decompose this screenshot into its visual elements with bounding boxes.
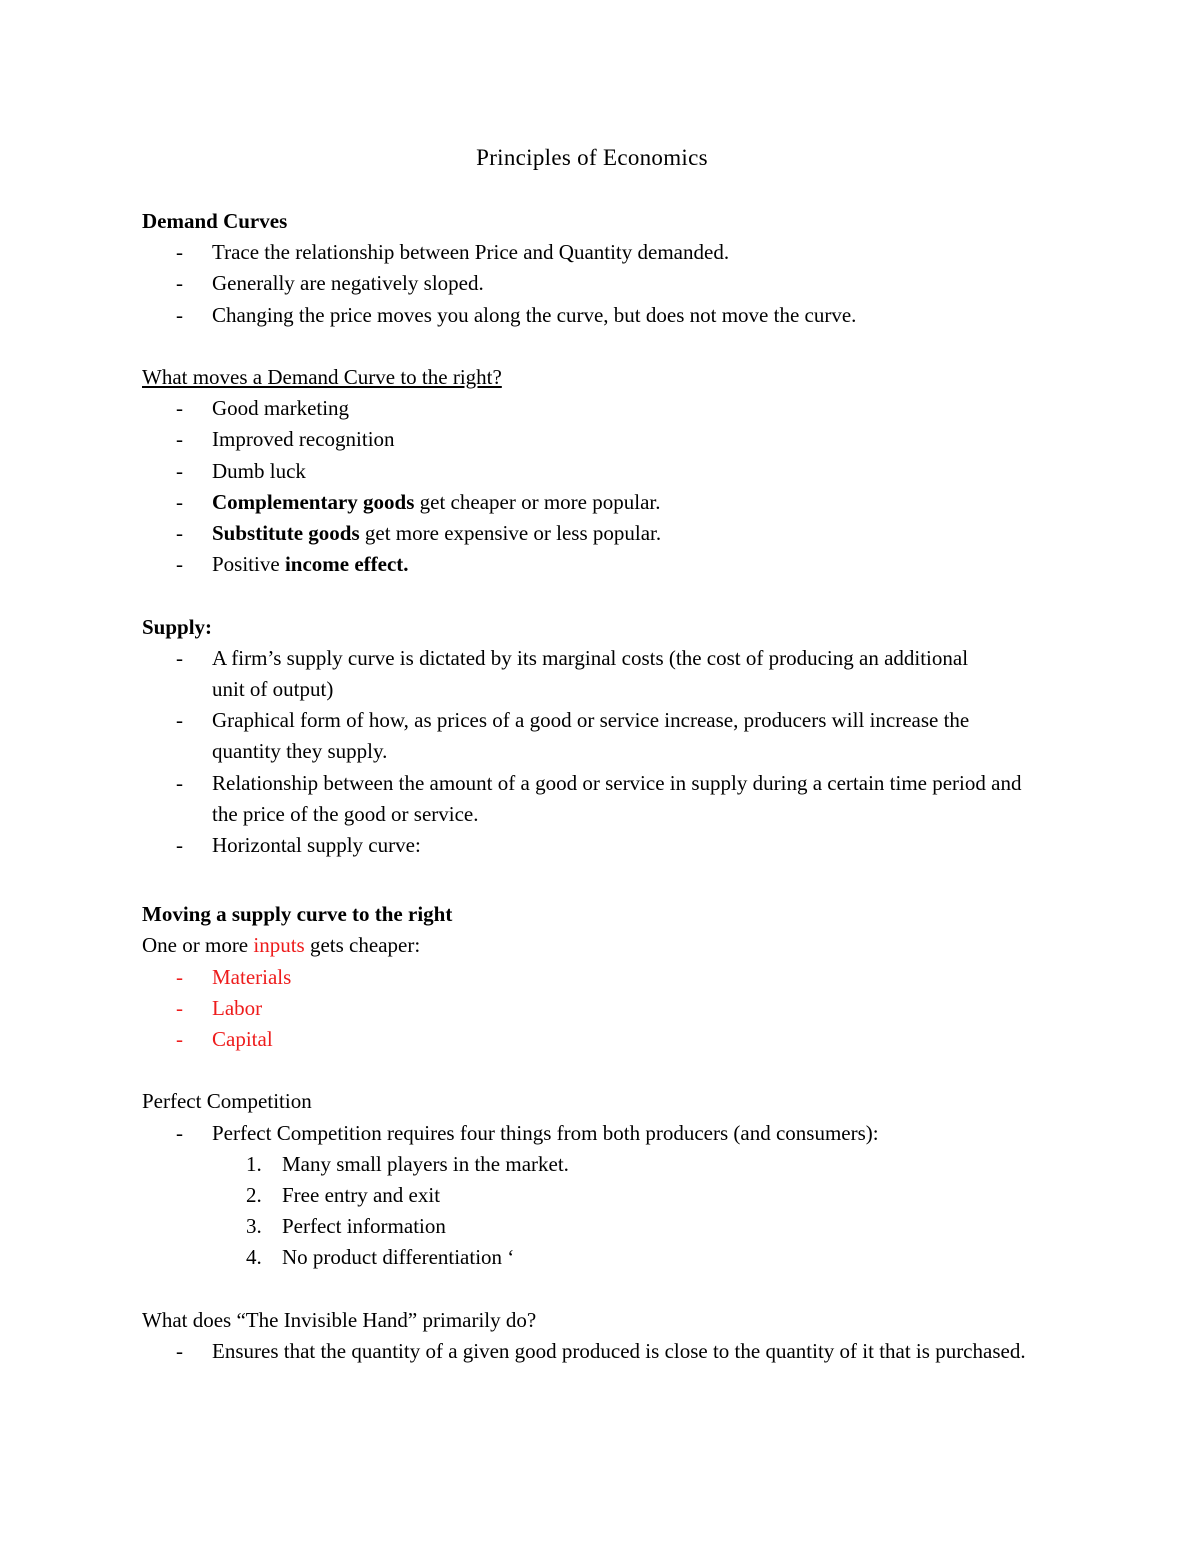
numbered-item: 1. Many small players in the market. — [246, 1151, 569, 1176]
numbered-item: 2. Free entry and exit — [246, 1182, 441, 1207]
supply-shift-heading: Moving a supply curve to the right — [142, 902, 453, 927]
list-item: - Substitute goods get more expensive or less popular. — [142, 518, 1042, 549]
dash-bullet: - — [176, 645, 183, 670]
competition-list — [142, 1118, 1042, 1149]
dash-bullet: - — [176, 458, 183, 483]
list-item: - Improved recognition — [142, 424, 1042, 455]
demand-list — [142, 237, 1042, 331]
list-item: - Complementary goods get cheaper or more popular. — [142, 487, 1042, 518]
supply-heading: Supply: — [142, 614, 213, 639]
competition-heading: Perfect Competition — [142, 1089, 312, 1114]
dash-bullet: - — [176, 489, 183, 514]
dash-bullet: - — [176, 552, 183, 577]
list-item: - Ensures that the quantity of a given good produced is close to the quantity of it that is purchased. — [142, 1336, 1032, 1367]
spacer — [142, 861, 1042, 899]
dash-bullet: - — [176, 396, 183, 421]
list-item: - Graphical form of how, as prices of a good or service increase, producers will increase the quantity they supply. — [142, 705, 1042, 767]
dash-bullet: - — [176, 271, 183, 296]
dash-bullet: - — [176, 832, 183, 857]
list-item: - Capital — [142, 1024, 1042, 1055]
list-item: - Generally are negatively sloped. — [142, 268, 1042, 299]
list-item: - Changing the price moves you along the curve, but does not move the curve. — [142, 300, 1042, 331]
list-item: - Relationship between the amount of a good or service in supply during a certain time period and the price of the good or service. — [142, 768, 1032, 830]
substitute-goods-term: Substitute goods — [212, 520, 360, 545]
competition-requirements-list — [142, 1149, 1042, 1274]
list-item: - Labor — [142, 993, 1042, 1024]
spacer — [142, 580, 1042, 611]
demand-shift-list — [142, 393, 1042, 580]
list-item: - Trace the relationship between Price and Quantity demanded. — [142, 237, 1042, 268]
income-effect-term: income effect. — [284, 552, 409, 577]
list-item: - Materials — [142, 962, 1042, 993]
numbered-item: 4. No product differentiation ‘ — [246, 1245, 515, 1270]
list-item: - Horizontal supply curve: — [142, 830, 1042, 861]
spacer — [142, 1274, 1042, 1305]
demand-shift-heading: What moves a Demand Curve to the right? — [142, 364, 502, 389]
invisible-hand-list — [142, 1336, 1042, 1367]
dash-bullet: - — [176, 240, 183, 265]
list-item: - Positive income effect. — [142, 549, 1042, 580]
spacer — [142, 331, 1042, 362]
supply-list — [142, 643, 1042, 861]
dash-bullet: - — [176, 427, 183, 452]
numbered-item: 3. Perfect information — [246, 1214, 446, 1239]
supply-shift-intro: One or more inputs gets cheaper: — [142, 933, 421, 958]
list-item: - Good marketing — [142, 393, 1042, 424]
dash-bullet: - — [176, 1338, 183, 1363]
dash-bullet: - — [176, 1026, 183, 1051]
complementary-goods-term: Complementary goods — [212, 489, 415, 514]
document-page — [142, 140, 1042, 1367]
dash-bullet: - — [176, 520, 183, 545]
inputs-highlight: inputs — [253, 933, 305, 958]
document-title: Principles of Economics — [476, 145, 708, 170]
dash-bullet: - — [176, 708, 183, 733]
dash-bullet: - — [176, 1120, 183, 1145]
list-item: - A firm’s supply curve is dictated by its marginal costs (the cost of producing an additional unit of output) — [142, 643, 992, 705]
dash-bullet: - — [176, 770, 183, 795]
dash-bullet: - — [176, 964, 183, 989]
spacer — [142, 1055, 1042, 1086]
demand-heading: Demand Curves — [142, 209, 288, 233]
invisible-hand-heading: What does “The Invisible Hand” primarily do? — [142, 1307, 537, 1332]
dash-bullet: - — [176, 302, 183, 327]
list-item: - Dumb luck — [142, 456, 1042, 487]
dash-bullet: - — [176, 995, 183, 1020]
inputs-list — [142, 962, 1042, 1056]
list-item: - Perfect Competition requires four things from both producers (and consumers): — [142, 1118, 1042, 1149]
